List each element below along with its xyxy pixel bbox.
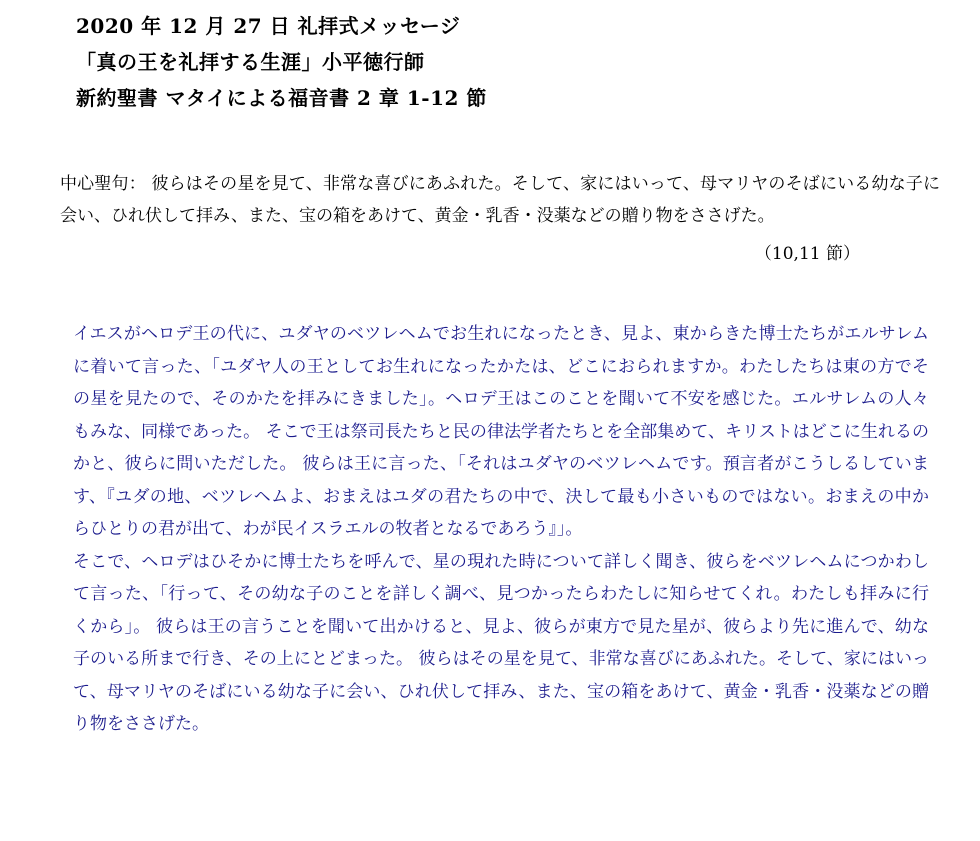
key-verse-reference: （10,11 節）	[754, 244, 860, 264]
service-date-title: 2020 年 12 月 27 日 礼拝式メッセージ	[76, 14, 461, 38]
passage-paragraph-2: そこで、ヘロデはひそかに博士たちを呼んで、星の現れた時について詳しく聞き、彼らをベツレヘムにつかわして言った、「行って、その幼な子のことを詳しく調べ、見つかったらわたしに知らせてくれ。わたしも拝みに行くから」。 彼らは王の言うことを聞いて出かけると、見よ、彼らが東方で見た星が、彼らより先に進んで、幼な子のいる所まで行き、その上にとどまった。 彼らはその星を見て、非常な喜びにあふれた。そして、家にはいって、母マリヤのそばにいる幼な子に会い、ひれ伏して拝み、また、宝の箱をあけて、黄金・乳香・没薬などの贈り物をささげた。	[73, 551, 929, 734]
document-header	[76, 8, 956, 116]
scripture-reference: 新約聖書 マタイによる福音書 2 章 1-12 節	[76, 86, 487, 110]
key-verse: 中心聖句： 彼らはその星を見て、非常な喜びにあふれた。そして、家にはいって、母マリヤのそばにいる幼な子に会い、ひれ伏して拝み、また、宝の箱をあけて、黄金・乳香・没薬などの贈り物をささげた。	[60, 174, 940, 226]
sermon-title-speaker: 「真の王を礼拝する生涯」小平徳行師	[76, 50, 425, 74]
passage-paragraph-1: イエスがヘロデ王の代に、ユダヤのベツレヘムでお生れになったとき、見よ、東からきた博士たちがエルサレムに着いて言った、「ユダヤ人の王としてお生れになったかたは、どこにおられますか。わたしたちは東の方でその星を見たので、そのかたを拝みにきました」。ヘロデ王はこのことを聞いて不安を感じた。エルサレムの人々もみな、同様であった。 そこで王は祭司長たちと民の律法学者たちとを全部集めて、キリストはどこに生れるのかと、彼らに問いただした。 彼らは王に言った、「それはユダヤのベツレヘムです。預言者がこうしるしています、『ユダの地、ベツレヘムよ、おまえはユダの君たちの中で、決して最も小さいものではない。おまえの中からひとりの君が出て、わが民イスラエルの牧者となるであろう』」。	[73, 324, 929, 539]
scripture-passage	[73, 318, 929, 741]
